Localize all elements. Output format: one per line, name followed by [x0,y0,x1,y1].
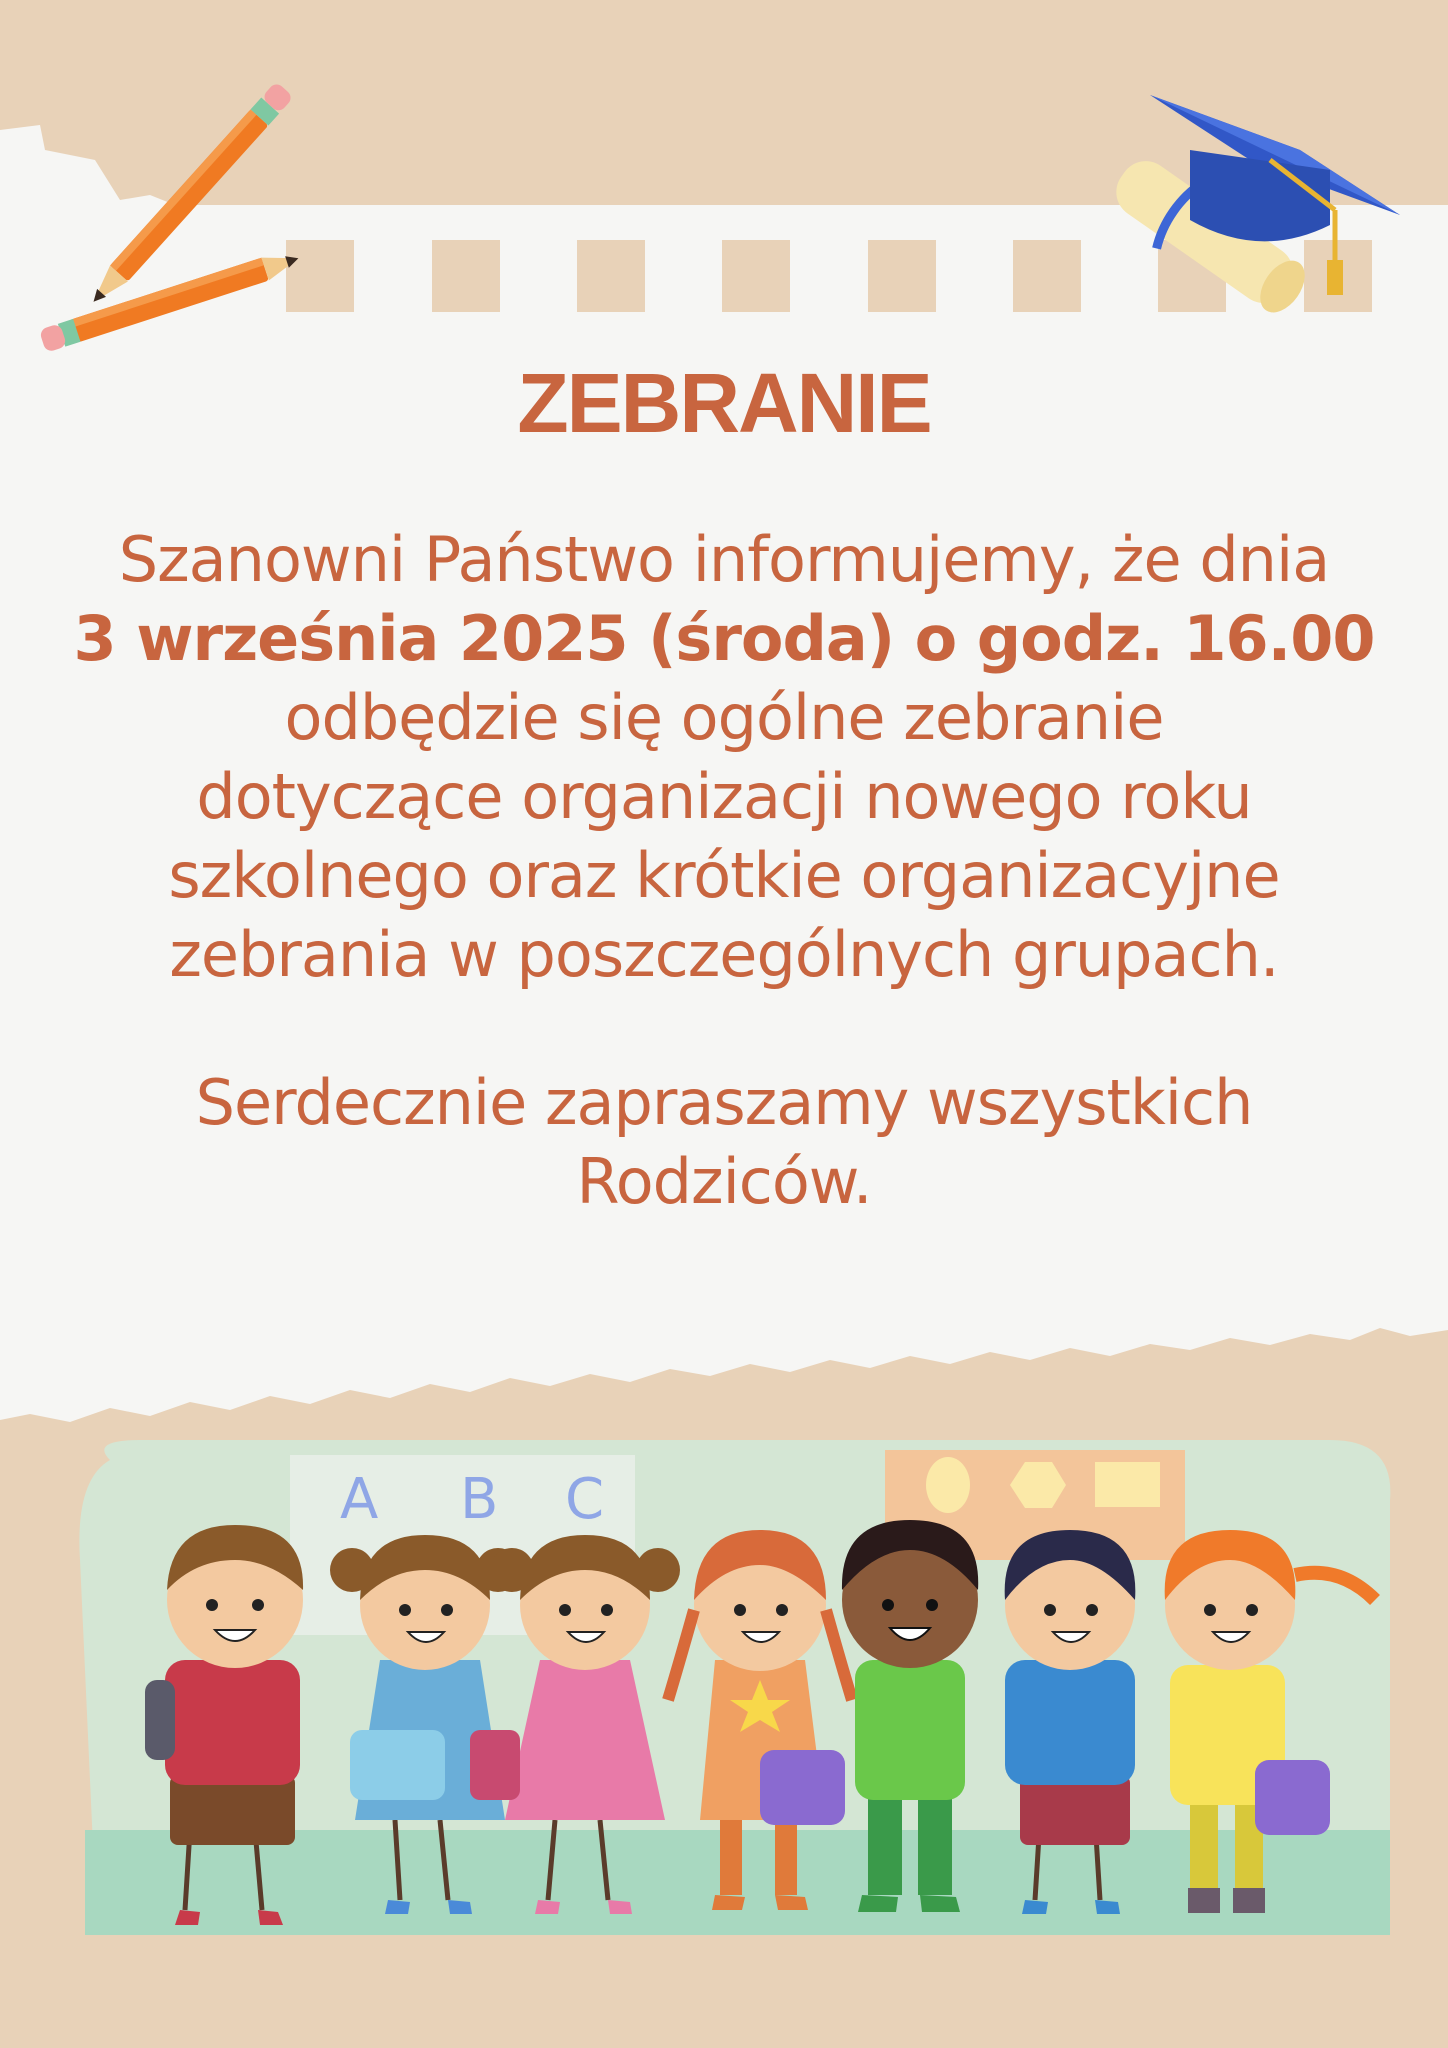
meeting-date-line: 3 września 2025 (środa) o godz. 16.00 [73,602,1375,675]
announcement-body [40,520,1408,994]
body-line: Szanowni Państwo informujemy, że dnia [118,523,1330,596]
board-letter: A [340,1467,379,1532]
children-illustration [0,1400,1448,2000]
page-title: ZEBRANIE [517,356,931,450]
board-letter: C [565,1467,605,1532]
closing-line: Serdecznie zapraszamy wszystkich [195,1066,1253,1139]
body-line: szkolnego oraz krótkie organizacyjne [168,839,1280,912]
board-letter: B [460,1467,499,1532]
body-line: zebrania w poszczególnych grupach. [169,918,1279,991]
body-line: dotyczące organizacji nowego roku [196,760,1252,833]
body-line: odbędzie się ogólne zebranie [284,681,1164,754]
closing-line: Rodziców. [576,1145,872,1218]
closing-invitation [40,1063,1408,1221]
